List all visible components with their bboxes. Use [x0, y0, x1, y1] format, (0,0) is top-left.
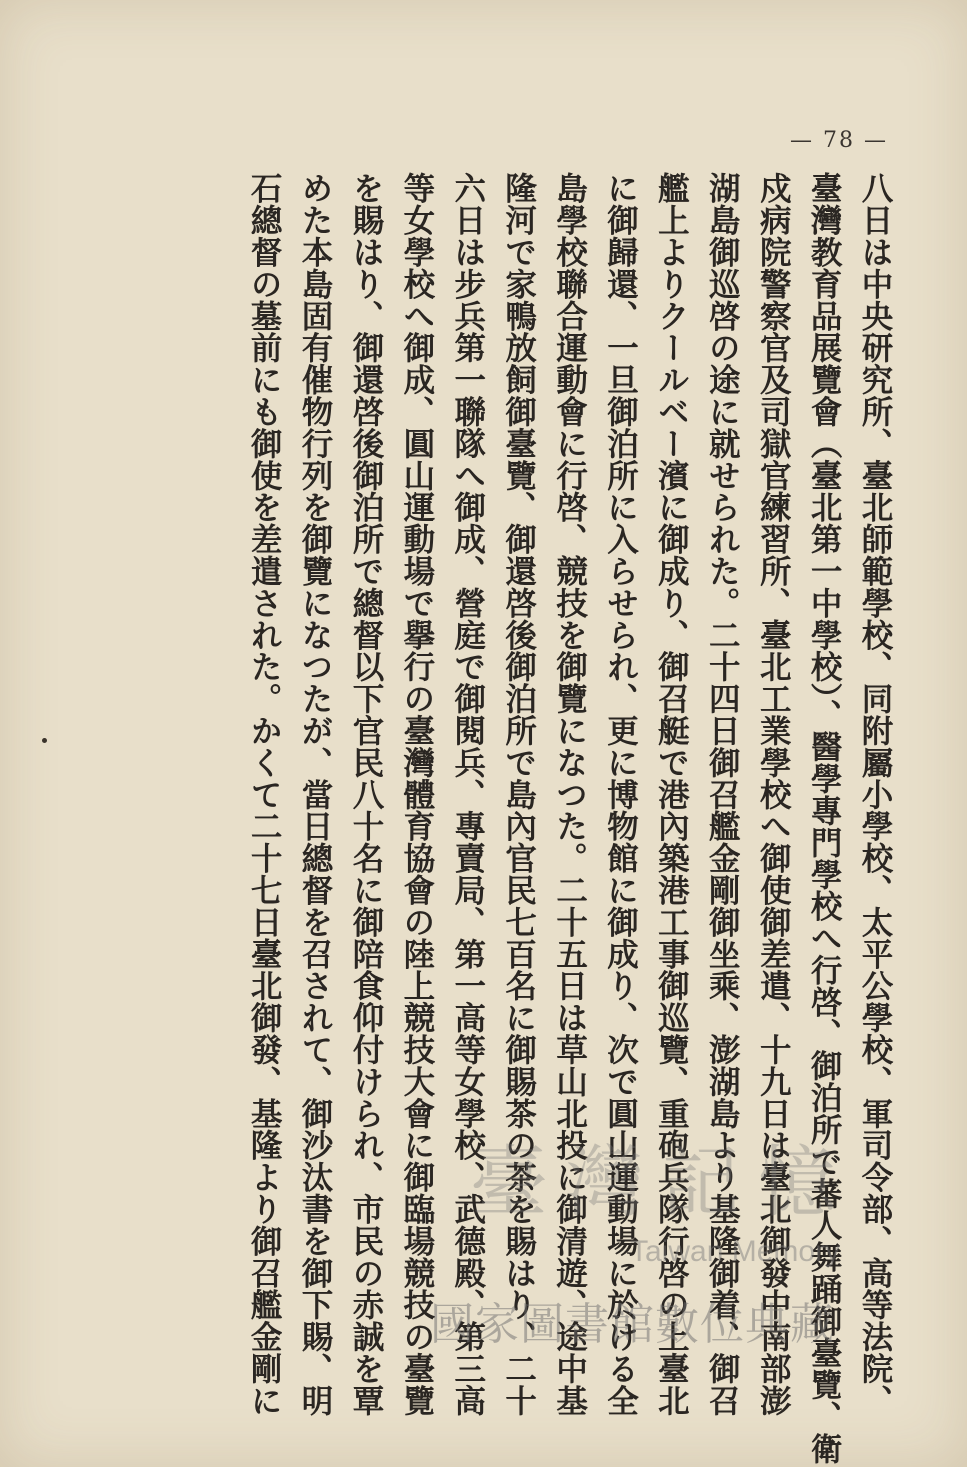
- text-line: を賜はり、御還啓後御泊所で總督以下官民八十名に御陪食仰付けられ、市民の赤誠を覃: [347, 172, 384, 1417]
- watermark-latin-text: Taiwan Memory: [630, 1235, 841, 1268]
- text-line: めた本島固有催物行列を御覽になつたが、當日總督を召されて、御沙汰書を御下賜、明: [297, 172, 334, 1417]
- text-line: 等女學校へ御成、圓山運動場で擧行の臺灣體育協會の陸上競技大會に御臨場競技の臺覽: [398, 172, 435, 1417]
- text-line: 戍病院警察官及司獄官練習所、臺北工業學校へ御使御差遣、十九日は臺北御發中南部澎: [755, 172, 792, 1417]
- watermark-logo-text: 臺灣記憶: [470, 1138, 855, 1228]
- text-line: 艦上よりクールベー濱に御成り、御召艇で港內築港工事御巡覽、重砲兵隊行啓の上臺北: [653, 172, 690, 1417]
- text-line: 八日は中央研究所、臺北師範學校、同附屬小學校、太平公學校、軍司令部、高等法院、: [857, 172, 893, 1417]
- ink-speck: [42, 738, 47, 743]
- text-line: 石總督の墓前にも御使を差遣された。かくて二十七日臺北御發、基隆より御召艦金剛に: [246, 172, 283, 1417]
- text-line: 湖島御巡啓の途に就せられた。二十四日御召艦金剛御坐乘、澎湖島より基隆御着、御召: [704, 172, 741, 1417]
- text-line: 島學校聯合運動會に行啓、競技を御覽になつた。二十五日は草山北投に御清遊、途中基: [551, 172, 588, 1417]
- text-line: 臺灣教育品展覽會（臺北第一中學校）、醫學專門學校へ行啓、御泊所で蕃人舞踊御臺覽、衛: [806, 172, 843, 1465]
- watermark-organization-text: 國家圖書館數位典藏: [430, 1299, 835, 1350]
- page-number: — 78 —: [790, 128, 888, 153]
- text-line: 隆河で家鴨放飼御臺覽、御還啓後御泊所で島內官民七百名に御賜茶の茶を賜はり、二十: [500, 172, 537, 1417]
- watermark: [430, 1120, 900, 1350]
- text-line: 六日は步兵第一聯隊へ御成、營庭で御閱兵、專賣局、第一高等女學校、武德殿、第三高: [449, 172, 486, 1417]
- text-line: に御歸還、一旦御泊所に入らせられ、更に博物館に御成り、次で圓山運動場に於ける全: [602, 172, 639, 1417]
